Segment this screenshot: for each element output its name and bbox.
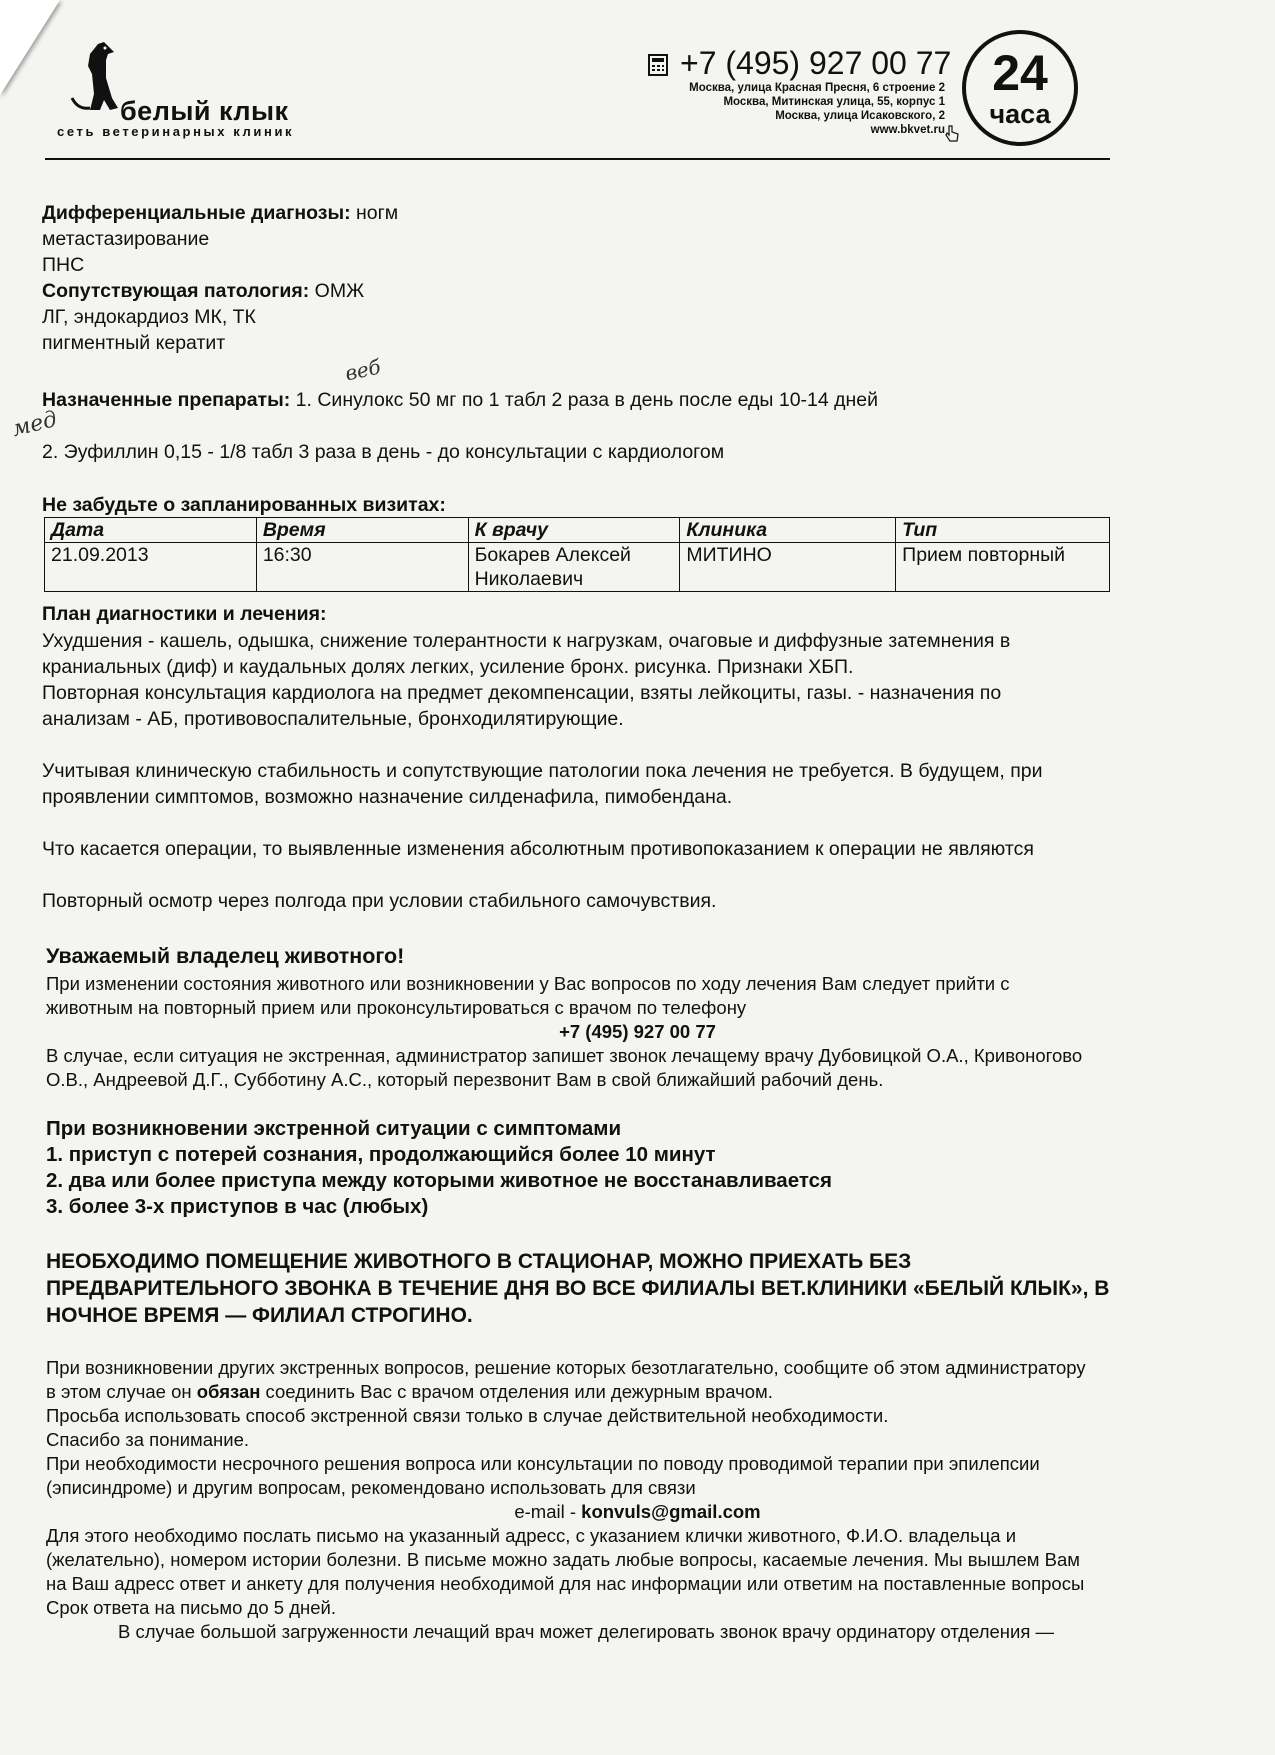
visit-clinic: МИТИНО [680,543,896,592]
table-row [45,543,1110,592]
other-line: на Ваш адресс ответ и анкету для получения необходимой для нас информации или ответим на поставленные вопросы [46,1573,1085,1594]
plan-line: Что касается операции, то выявленные изменения абсолютным противопоказанием к операции не являются [42,838,1034,860]
other-line: (эписиндроме) и другим вопросам, рекомендовано использовать для связи [46,1477,696,1498]
owner-line: О.В., Андреевой Д.Г., Субботину А.С., который перезвонит Вам в свой ближайший рабочий день. [46,1069,884,1090]
emergency-caps-line: ПРЕДВАРИТЕЛЬНОГО ЗВОНКА В ТЕЧЕНИЕ ДНЯ ВО ВСЕ ФИЛИАЛЫ ВЕТ.КЛИНИКИ «БЕЛЫЙ КЛЫК», В [46,1277,1110,1300]
owner-line: животным на повторный прием или проконсультироваться с врачом по телефону [46,997,747,1018]
diagnosis-item: ПНС [42,254,85,276]
visit-type: Прием повторный [896,543,1110,592]
folded-corner [0,0,60,95]
handwritten-note: мед [9,406,60,443]
emergency-line: 1. приступ с потерей сознания, продолжающийся более 10 минут [46,1143,716,1166]
table-header-row [45,518,1110,543]
other-line [46,1379,773,1405]
visits-title: Не забудьте о запланированных визитах: [42,494,446,516]
visits-table [44,517,1110,592]
other-line: В случае большой загруженности лечащий врач может делегировать звонок врачу ординатору отделения — [118,1621,1054,1642]
comorbid-line [42,278,364,304]
badge-label: часа [989,99,1051,129]
column-header: Тип [896,518,1110,543]
visit-doctor: Бокарев Алексей Николаевич [468,543,680,592]
address-line: Москва, Митинская улица, 55, корпус 1 [723,96,945,108]
diagnoses-label: Дифференциальные диагнозы: [42,202,351,224]
drug-item: 1. Синулокс 50 мг по 1 табл 2 раза в день после еды 10-14 дней [290,389,879,411]
plan-line: анализам - АБ, противовоспалительные, бронходилятирующие. [42,708,624,730]
plan-line: Ухудшения - кашель, одышка, снижение толерантности к нагрузкам, очаговые и диффузные затемнения в [42,630,1011,652]
header-addresses [689,81,945,137]
pointer-hand-icon [944,125,960,143]
other-text: соединить Вас с врачом отделения или дежурным врачом. [260,1381,773,1402]
diagnoses-line [42,200,398,226]
other-line: При необходимости несрочного решения вопроса или консультации по поводу проводимой терапии при эпилепсии [46,1453,1040,1474]
column-header: Клиника [680,518,896,543]
drug-item: 2. Эуфиллин 0,15 - 1/8 табл 3 раза в день - до консультации с кардиологом [42,441,725,463]
phone-icon [648,54,668,76]
address-line: Москва, улица Красная Пресня, 6 строение 2 [689,82,945,94]
24-hours-badge [962,30,1078,146]
emergency-line: 2. два или более приступа между которыми животное не восстанавливается [46,1169,832,1192]
email-line [0,1499,1275,1525]
email-address[interactable]: konvuls@gmail.com [581,1501,761,1522]
header-divider [45,158,1110,160]
emphasis-text: обязан [196,1381,261,1402]
emergency-caps-line: НЕОБХОДИМО ПОМЕЩЕНИЕ ЖИВОТНОГО В СТАЦИОНАР, МОЖНО ПРИЕХАТЬ БЕЗ [46,1250,912,1273]
comorbid-item: пигментный кератит [42,332,226,354]
logo-subtitle: сеть ветеринарных клиник [57,124,295,139]
diagnosis-item: метастазирование [42,228,210,250]
column-header: К врачу [468,518,680,543]
visit-time: 16:30 [256,543,468,592]
plan-line: проявлении симптомов, возможно назначение силденафила, пимобендана. [42,786,733,808]
address-line: Москва, улица Исаковского, 2 [775,110,945,122]
comorbid-item: ЛГ, эндокардиоз МК, ТК [42,306,256,328]
badge-number: 24 [992,45,1048,101]
plan-line: Повторный осмотр через полгода при условии стабильного самочувствия. [42,890,717,912]
owner-phone: +7 (495) 927 00 77 [559,1021,716,1042]
visit-date: 21.09.2013 [45,543,257,592]
header-phone: +7 (495) 927 00 77 [680,45,952,81]
drugs-line-1 [42,387,878,413]
emergency-line: 3. более 3-х приступов в час (любых) [46,1195,429,1218]
other-line: Спасибо за понимание. [46,1429,250,1450]
emergency-caps-line: НОЧНОЕ ВРЕМЯ — ФИЛИАЛ СТРОГИНО. [46,1304,473,1327]
plan-line: Учитывая клиническую стабильность и сопутствующие патологии пока лечения не требуется. В будущем, при [42,760,1043,782]
other-line: Для этого необходимо послать письмо на указанный адресс, с указанием клички животного, Ф.И.О. владельца и [46,1525,1017,1546]
plan-line: краниальных (диф) и каудальных долях легких, усиление бронх. рисунка. Признаки ХБП. [42,656,854,678]
owner-line: В случае, если ситуация не экстренная, администратор запишет звонок лечащему врачу Дубовицкой О.А., Кривоногово [46,1045,1083,1066]
diagnoses-value: ногм [350,202,399,224]
drugs-label: Назначенные препараты: [42,389,291,411]
comorbid-label: Сопутствующая патология: [42,280,310,302]
other-text: в этом случае он [46,1381,197,1402]
handwritten-note: веб [342,354,383,386]
other-line: Просьба использовать способ экстренной связи только в случае действительной необходимости. [46,1405,889,1426]
column-header: Время [256,518,468,543]
comorbid-value: ОМЖ [309,280,365,302]
other-line: Срок ответа на письмо до 5 дней. [46,1597,336,1618]
column-header: Дата [45,518,257,543]
other-line: При возникновении других экстренных вопросов, решение которых безотлагательно, сообщите об этом администратору [46,1357,1086,1378]
plan-title: План диагностики и лечения: [42,603,327,625]
owner-line: При изменении состояния животного или возникновении у Вас вопросов по ходу лечения Вам следует прийти с [46,973,1010,994]
emergency-line: При возникновении экстренной ситуации с симптомами [46,1117,622,1140]
plan-line: Повторная консультация кардиолога на предмет декомпенсации, взяты лейкоциты, газы. - назначения по [42,682,1002,704]
logo-name: белый клык [120,96,289,126]
website-link[interactable]: www.bkvet.ru [870,124,945,136]
owner-title: Уважаемый владелец животного! [46,944,405,968]
other-line: (желательно), номером истории болезни. В письме можно задать любые вопросы, касаемые лечения. Мы вышлем Вам [46,1549,1080,1570]
email-prefix: e-mail - [514,1501,582,1522]
